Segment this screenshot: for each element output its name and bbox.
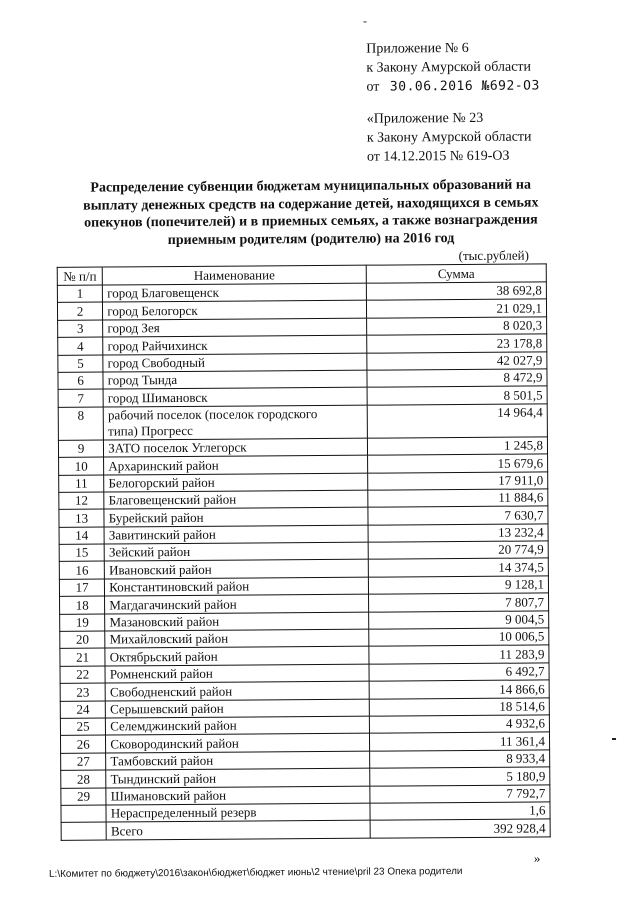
file-path-footer: L:\Комитет по бюджету\2016\закон\бюджет\бюджет июнь\2 чтение\pril 23 Опека родители (48, 866, 463, 880)
row-num: 24 (60, 701, 105, 719)
row-sum: 8 020,3 (366, 317, 546, 336)
row-num: 25 (60, 718, 105, 736)
row-name: Серышевский район (106, 699, 370, 718)
row-name (103, 405, 367, 440)
row-sum: 13 232,4 (368, 524, 548, 543)
row-sum: 42 027,9 (367, 351, 547, 370)
row-name: Тамбовский район (106, 751, 370, 770)
header-sum: Сумма (366, 264, 546, 283)
appendix-law: к Закону Амурской области (366, 59, 532, 76)
row-name: город Белогорск (103, 301, 367, 320)
row-sum: 9 128,1 (368, 576, 548, 595)
row-sum: 1 245,8 (367, 437, 547, 456)
units-label: (тыс.рублей) (458, 247, 529, 264)
row-num: 21 (60, 648, 105, 666)
row-num: 23 (60, 683, 105, 701)
row-num: 19 (60, 614, 105, 632)
total-label: Всего (106, 820, 370, 839)
row-sum: 14 374,5 (368, 558, 548, 577)
row-name: Ивановский район (105, 560, 369, 579)
row-num: 11 (59, 475, 104, 493)
distribution-table (57, 263, 551, 840)
total-row (61, 819, 550, 840)
row-sum: 8 933,4 (369, 750, 549, 769)
row-name: город Свободный (103, 353, 367, 372)
title-line: опекунов (попечителей) и в приемных семьях, а также вознаграждения (84, 212, 538, 231)
row-name: город Зея (103, 318, 367, 337)
total-num (61, 822, 106, 840)
appendix-number: Приложение № 6 (366, 40, 469, 57)
row-sum: 14 866,6 (369, 680, 549, 699)
quoted-appendix-number: «Приложение № 23 (366, 110, 484, 127)
row-name: Октябрьский район (105, 647, 369, 666)
quoted-appendix-law: к Закону Амурской области (366, 129, 532, 146)
row-sum: 23 178,8 (367, 334, 547, 353)
row-name: Селемджинский район (106, 716, 370, 735)
row-name: Нераспределенный резерв (106, 803, 370, 822)
appendix-reference (366, 38, 540, 96)
row-sum: 7 807,7 (368, 593, 548, 612)
corner-mark: - (362, 13, 368, 28)
appendix-date-prefix: от (366, 79, 380, 95)
appendix-date (366, 76, 539, 96)
row-num: 1 (57, 285, 102, 303)
row-name: Благовещенский район (104, 490, 368, 509)
row-name: Михайловский район (105, 629, 369, 648)
row-name: город Райчихинск (103, 335, 367, 354)
row-num: 2 (57, 302, 102, 320)
title-line: выплату денежных средств на содержание детей, находящихся в семьях (83, 194, 539, 214)
row-sum: 20 774,9 (368, 541, 548, 560)
row-sum: 7 630,7 (368, 506, 548, 525)
row-num: 6 (58, 372, 103, 390)
row-num: 16 (59, 561, 104, 579)
row-name: Зейский район (104, 542, 368, 561)
row-num: 12 (59, 492, 104, 510)
row-num: 22 (60, 666, 105, 684)
document-title (58, 176, 563, 250)
row-num: 27 (61, 753, 106, 771)
row-sum: 6 492,7 (369, 663, 549, 682)
row-num: 18 (60, 596, 105, 614)
row-name: город Благовещенск (103, 283, 367, 302)
row-sum: 38 692,8 (366, 282, 546, 301)
row-num: 28 (61, 770, 106, 788)
row-num: 10 (59, 457, 104, 475)
scan-speck (612, 738, 616, 740)
row-name: Белогорский район (104, 473, 368, 492)
quoted-appendix-reference (367, 109, 532, 167)
row-num (61, 805, 106, 823)
row-name-line: типа) Прогресс (108, 422, 193, 439)
closing-quote: » (533, 850, 541, 866)
row-name: Бурейский район (104, 507, 368, 526)
table-row (58, 404, 547, 440)
row-name: город Шимановск (103, 388, 367, 407)
row-num: 14 (59, 527, 104, 545)
row-num: 9 (58, 440, 103, 458)
appendix-date-stamp: 30.06.2016 №692-ОЗ (389, 78, 540, 95)
row-name: Тындинский район (106, 768, 370, 787)
row-name-line: рабочий поселок (поселок городского (107, 405, 318, 423)
row-sum: 7 792,7 (370, 784, 550, 803)
row-num: 5 (58, 355, 103, 373)
row-num: 29 (61, 788, 106, 806)
row-sum: 17 911,0 (368, 471, 548, 490)
row-name: Сковородинский район (106, 734, 370, 753)
row-num: 17 (59, 579, 104, 597)
row-sum: 15 679,6 (367, 454, 547, 473)
row-sum: 11 884,6 (368, 489, 548, 508)
title-line: Распределение субвенции бюджетам муниципальных образований на (90, 177, 531, 196)
row-name: Свободненский район (105, 681, 369, 700)
row-sum: 18 514,6 (369, 697, 549, 716)
row-num: 26 (60, 735, 105, 753)
row-sum: 11 361,4 (369, 732, 549, 751)
total-sum: 392 928,4 (370, 819, 550, 838)
row-sum: 11 283,9 (369, 645, 549, 664)
row-name: Магдагачинский район (105, 594, 369, 613)
row-num: 7 (58, 389, 103, 407)
row-num: 20 (60, 631, 105, 649)
row-name: Шимановский район (106, 786, 370, 805)
row-sum: 1,6 (370, 802, 550, 821)
row-sum: 5 180,9 (370, 767, 550, 786)
header-name: Наименование (102, 265, 366, 285)
row-sum: 8 472,9 (367, 369, 547, 388)
row-sum: 9 004,5 (369, 611, 549, 630)
row-name: Архаринский район (104, 455, 368, 474)
row-name: город Тында (103, 370, 367, 389)
row-num: 8 (58, 407, 103, 440)
row-sum: 21 029,1 (366, 299, 546, 318)
row-name: Ромненский район (105, 664, 369, 683)
header-num: № п/п (57, 267, 102, 285)
row-num: 13 (59, 509, 104, 527)
row-sum: 14 964,4 (367, 404, 547, 438)
row-num: 4 (58, 337, 103, 355)
title-line: приемным родителям (родителю) на 2016 год (167, 230, 455, 248)
row-name: Мазановский район (105, 612, 369, 631)
row-num: 3 (58, 320, 103, 338)
row-name: Завитинский район (104, 525, 368, 544)
row-sum: 4 932,6 (369, 715, 549, 734)
row-num: 15 (59, 544, 104, 562)
row-sum: 8 501,5 (367, 386, 547, 405)
quoted-appendix-date: от 14.12.2015 № 619-ОЗ (366, 148, 510, 165)
row-name: Константиновский район (105, 577, 369, 596)
row-name: ЗАТО поселок Углегорск (104, 438, 368, 457)
row-sum: 10 006,5 (369, 628, 549, 647)
